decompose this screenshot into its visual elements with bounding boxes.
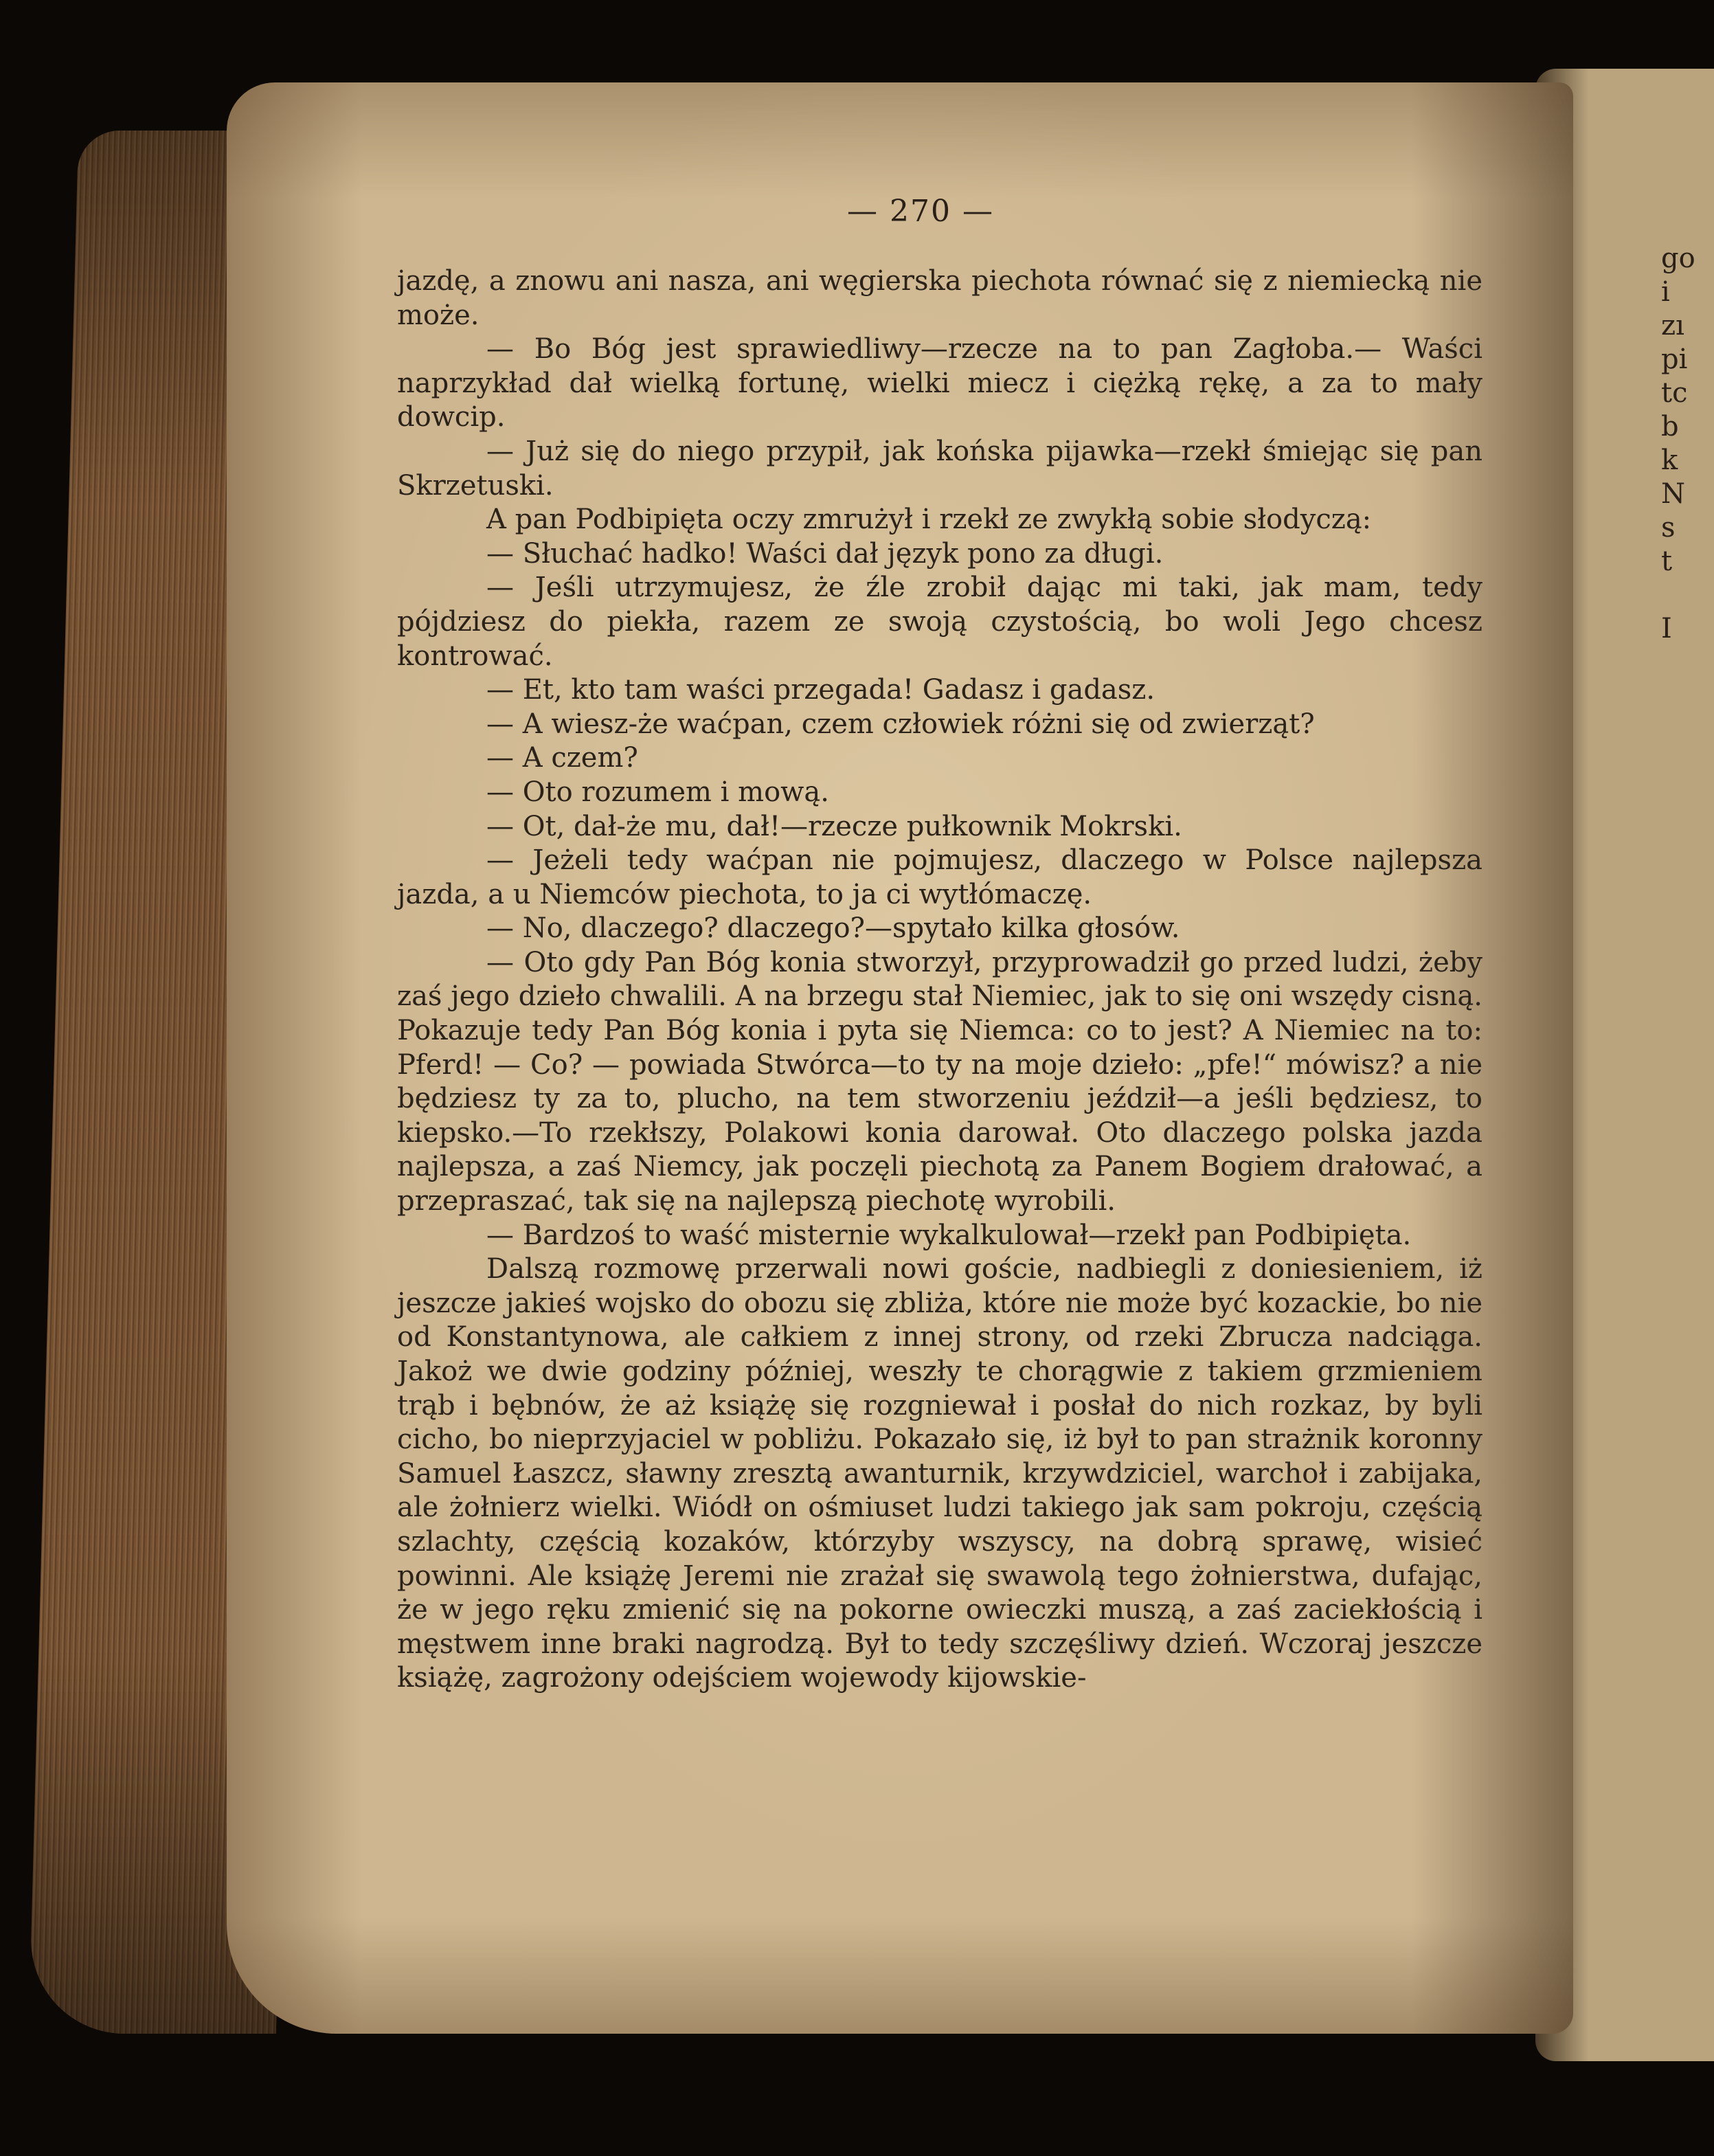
- paragraph: — A wiesz-że waćpan, czem człowiek różni się od zwierząt?: [486, 708, 1315, 740]
- adjacent-line-fragment: [1661, 579, 1702, 612]
- adjacent-line-fragment: t: [1661, 546, 1673, 577]
- adjacent-line-fragment: b: [1661, 411, 1679, 442]
- adjacent-line-fragment: pi: [1661, 344, 1688, 375]
- paragraph: — Jeśli utrzymujesz, że źle zrobił dając mi taki, jak mam, tedy pójdziesz do piekła, razem ze swoją czystością, bo woli Jego chcesz kontrować.: [397, 572, 1482, 672]
- paragraph: jazdę, a znowu ani nasza, ani węgierska piechota równać się z niemiecką nie może.: [397, 265, 1482, 331]
- paragraph: — Słuchać hadko! Waści dał język pono za długi.: [486, 537, 1164, 570]
- paragraph: — Ot, dał-że mu, dał!—rzecze pułkownik Mokrski.: [486, 810, 1182, 842]
- paragraph: — Et, kto tam waści przegada! Gadasz i gadasz.: [486, 674, 1155, 706]
- adjacent-line-fragment: s: [1661, 512, 1676, 543]
- page-number: — 270 —: [847, 194, 994, 229]
- adjacent-line-fragment: N: [1661, 478, 1685, 510]
- paragraph: — A czem?: [486, 742, 638, 774]
- adjacent-page-text-fragments: [1661, 242, 1702, 646]
- adjacent-line-fragment: i: [1661, 276, 1670, 308]
- page-body-text: [397, 265, 1482, 1696]
- paragraph: Dalszą rozmowę przerwali nowi goście, nadbiegli z doniesieniem, iż jeszcze jakieś wojsko do obozu się zbliża, które nie może być kozackie, bo nie od Konstantynowa, ale całkiem z innej strony, od rzeki Zbrucza nadciąga. Jakoż we dwie godziny później, weszły te chorągwie z takiem grzmieniem trąb i bębnów, że aż książę się rozgniewał i posłał do nich rozkaz, by byli cicho, bo nieprzyjaciel w pobliżu. Pokazało się, iż był to pan strażnik koronny Samuel Łaszcz, sławny zresztą awanturnik, krzywdziciel, warchoł i zabijaka, ale żołnierz wielki. Wiódł on ośmiuset ludzi takiego jak sam pokroju, częścią szlachty, częścią kozaków, którzyby wszyscy, na dobrą sprawę, wisieć powinni. Ale książę Jeremi nie zrażał się swawolą tego żołnierstwa, dufając, że w jego ręku zmienić się na pokorne owieczki muszą, a zaś zaciekłością i męstwem inne braki nagrodzą. Był to tedy szczęśliwy dzień. Wczoraj jeszcze książę, zagrożony odejściem wojewody kijowskie-: [397, 1253, 1482, 1694]
- adjacent-line-fragment: I: [1661, 613, 1672, 644]
- adjacent-line-fragment: tc: [1661, 377, 1688, 409]
- paragraph: — Już się do niego przypił, jak końska pijawka—rzekł śmiejąc się pan Skrzetuski.: [397, 435, 1482, 502]
- paragraph: — Oto rozumem i mową.: [486, 776, 829, 808]
- paragraph: — Jeżeli tedy waćpan nie pojmujesz, dlaczego w Polsce najlepsza jazda, a u Niemców piechota, to ja ci wytłómaczę.: [397, 844, 1482, 910]
- adjacent-line-fragment: k: [1661, 445, 1678, 476]
- paragraph: — Bardzoś to waść misternie wykalkulował—rzekł pan Podbipięta.: [486, 1219, 1412, 1251]
- paragraph: — Oto gdy Pan Bóg konia stworzył, przyprowadził go przed ludzi, żeby zaś jego dzieło chwalili. A na brzegu stał Niemiec, jak to się oni wszędy cisną. Pokazuje tedy Pan Bóg konia i pyta się Niemca: co to jest? A Niemiec na to: Pferd! — Co? — powiada Stwórca—to ty na moje dzieło: „pfe!“ mówisz? a nie będziesz ty za to, plucho, na tem stworzeniu jeździł—a jeśli będziesz, to kiepsko.—To rzekłszy, Polakowi konia darował. Oto dlaczego polska jazda najlepsza, a zaś Niemcy, jak poczęli piechotą za Panem Bogiem drałować, a przepraszać, tak się na najlepszą piechotę wyrobili.: [397, 946, 1482, 1217]
- paragraph: A pan Podbipięta oczy zmrużył i rzekł ze zwykłą sobie słodyczą:: [486, 504, 1372, 536]
- paragraph: — No, dlaczego? dlaczego?—spytało kilka głosów.: [486, 912, 1180, 945]
- adjacent-line-fragment: go: [1661, 243, 1695, 274]
- paragraph: — Bo Bóg jest sprawiedliwy—rzecze na to pan Zagłoba.— Waści naprzykład dał wielką fortunę, wielki miecz i ciężką rękę, a za to mały dowcip.: [397, 333, 1482, 434]
- adjacent-line-fragment: zı: [1661, 310, 1684, 341]
